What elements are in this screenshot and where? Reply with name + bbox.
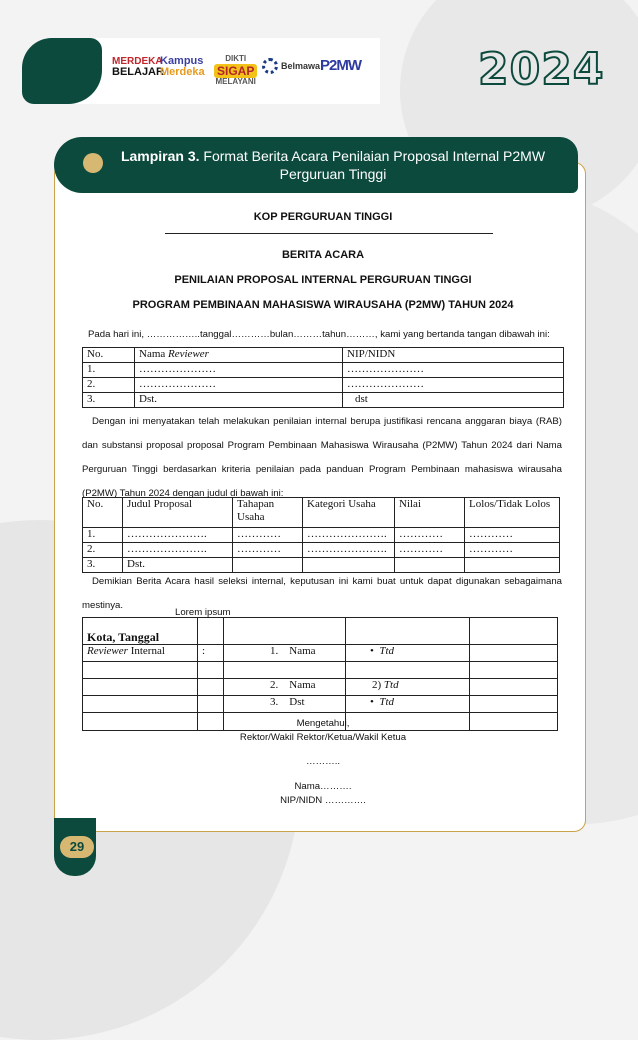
- cell: …………………: [343, 363, 564, 378]
- table-row: [83, 348, 564, 363]
- table-row: [83, 662, 558, 679]
- dikti-sigap-logo: DIKTI SIGAP MELAYANI: [215, 54, 256, 86]
- cell: …………: [465, 528, 560, 543]
- cell: ………………….: [303, 543, 395, 558]
- berita-acara-heading: BERITA ACARA: [281, 249, 365, 261]
- reviewer-table: [82, 347, 564, 408]
- header-nama-reviewer: Nama Reviewer: [135, 348, 343, 363]
- mengetahui-label: Mengetahui,: [296, 718, 350, 729]
- table-row: [83, 528, 560, 543]
- p2mw-logo: P2MW: [320, 57, 361, 74]
- cell: [198, 662, 224, 679]
- logo-bar-accent: [22, 38, 102, 104]
- cell: [346, 662, 470, 679]
- table-row: [83, 645, 558, 662]
- penilaian-heading: PENILAIAN PROPOSAL INTERNAL PERGURUAN TINGGI: [174, 274, 472, 286]
- cell: …………………: [135, 363, 343, 378]
- cell: …………: [233, 528, 303, 543]
- cell: [198, 696, 224, 713]
- cell: [224, 618, 346, 645]
- cell: 3.: [83, 393, 135, 408]
- reviewer-sign-1: • Ttd: [346, 645, 470, 662]
- program-heading: PROGRAM PEMBINAAN MAHASISWA WIRAUSAHA (P2MW) TAHUN 2024: [132, 299, 514, 311]
- cell: [346, 618, 470, 645]
- cell: [470, 618, 558, 645]
- signature-table: [82, 617, 558, 731]
- header-judul: Judul Proposal: [123, 498, 233, 528]
- kampus-merdeka-logo: Kampus Merdeka: [160, 55, 205, 78]
- approver-name: Nama……….: [294, 781, 352, 792]
- colon: :: [198, 645, 224, 662]
- table-row: [83, 378, 564, 393]
- header-nilai: Nilai: [395, 498, 465, 528]
- reviewer-sign-3: • Ttd: [346, 696, 470, 713]
- table-row: [83, 618, 558, 645]
- cell: …………: [395, 543, 465, 558]
- intro-text: Pada hari ini, ……………..tanggal…………bulan………tahun………, kami yang bertanda tangan dibawah ini:: [88, 329, 550, 340]
- kop-heading: KOP PERGURUAN TINGGI: [253, 211, 393, 223]
- cell: [470, 645, 558, 662]
- header-lolos: Lolos/Tidak Lolos: [465, 498, 560, 528]
- reviewer-sign-2: 2) Ttd: [346, 679, 470, 696]
- cell: [224, 662, 346, 679]
- cell: [83, 696, 198, 713]
- reviewer-name-2: 2. Nama: [224, 679, 346, 696]
- table-row: [83, 679, 558, 696]
- year-outline: 2024: [478, 44, 605, 95]
- lorem-label: Lorem ipsum: [175, 607, 231, 618]
- page-number: 29: [60, 836, 94, 858]
- cell: [198, 679, 224, 696]
- cell: dst: [343, 393, 564, 408]
- table-row: [83, 696, 558, 713]
- header-tahapan: Tahapan Usaha: [233, 498, 303, 528]
- cell: …………: [233, 543, 303, 558]
- cell: …………: [395, 528, 465, 543]
- cell: [198, 618, 224, 645]
- belmawa-logo: Belmawa: [262, 58, 320, 74]
- banner-title: Lampiran 3. Format Berita Acara Penilaian Proposal Internal P2MW Perguruan Tinggi: [120, 148, 546, 182]
- cell: 2.: [83, 543, 123, 558]
- cell: 1.: [83, 528, 123, 543]
- statement-text: Dengan ini menyatakan telah melakukan penilaian internal berupa justifikasi rencana anggaran biaya (RAB) dan substansi proposal proposal Program Pembinaan Mahasiswa Wirausaha (P2MW) Tahun 2024 dari Nama Perguruan Tinggi berdasarkan kriteria penilaian pada panduan Program Pembinaan mahasiswa wirausaha (P2MW) Tahun 2024 dengan judul di bawah ini:: [82, 416, 562, 499]
- banner-dot-icon: [83, 153, 103, 173]
- cell: Dst.: [135, 393, 343, 408]
- cell: 3.: [83, 558, 123, 573]
- table-row: [83, 363, 564, 378]
- table-row: [83, 393, 564, 408]
- table-row: [83, 498, 560, 528]
- cell: 2.: [83, 378, 135, 393]
- cell: [83, 679, 198, 696]
- cell: [470, 662, 558, 679]
- closing-text: Demikian Berita Acara hasil seleksi internal, keputusan ini kami buat untuk dapat digunakan sebagaimana mestinya.: [82, 576, 562, 611]
- gear-icon: [262, 58, 278, 74]
- cell: …………………: [135, 378, 343, 393]
- signature-dots: ………..: [305, 756, 341, 767]
- header-nip: NIP/NIDN: [343, 348, 564, 363]
- table-row: [83, 543, 560, 558]
- kota-tanggal: Kota, Tanggal: [83, 618, 198, 645]
- reviewer-name-1: 1. Nama: [224, 645, 346, 662]
- cell: …………: [465, 543, 560, 558]
- cell: …………………: [343, 378, 564, 393]
- cell: [470, 696, 558, 713]
- cell: 1.: [83, 363, 135, 378]
- header-no: No.: [83, 348, 135, 363]
- reviewer-name-3: 3. Dst: [224, 696, 346, 713]
- header-kategori: Kategori Usaha: [303, 498, 395, 528]
- cell: Dst.: [123, 558, 233, 573]
- header-no: No.: [83, 498, 123, 528]
- kop-underline: [165, 233, 493, 234]
- rektor-role: Rektor/Wakil Rektor/Ketua/Wakil Ketua: [239, 732, 407, 743]
- cell: ………………….: [123, 528, 233, 543]
- cell: ………………….: [123, 543, 233, 558]
- cell: [83, 662, 198, 679]
- cell: ………………….: [303, 528, 395, 543]
- cell: [470, 679, 558, 696]
- approver-nip: NIP/NIDN ………….: [280, 795, 366, 806]
- merdeka-belajar-logo: MERDEKA BELAJAR: [112, 56, 164, 78]
- reviewer-internal-label: Reviewer Internal: [83, 645, 198, 662]
- proposal-table: [82, 497, 560, 573]
